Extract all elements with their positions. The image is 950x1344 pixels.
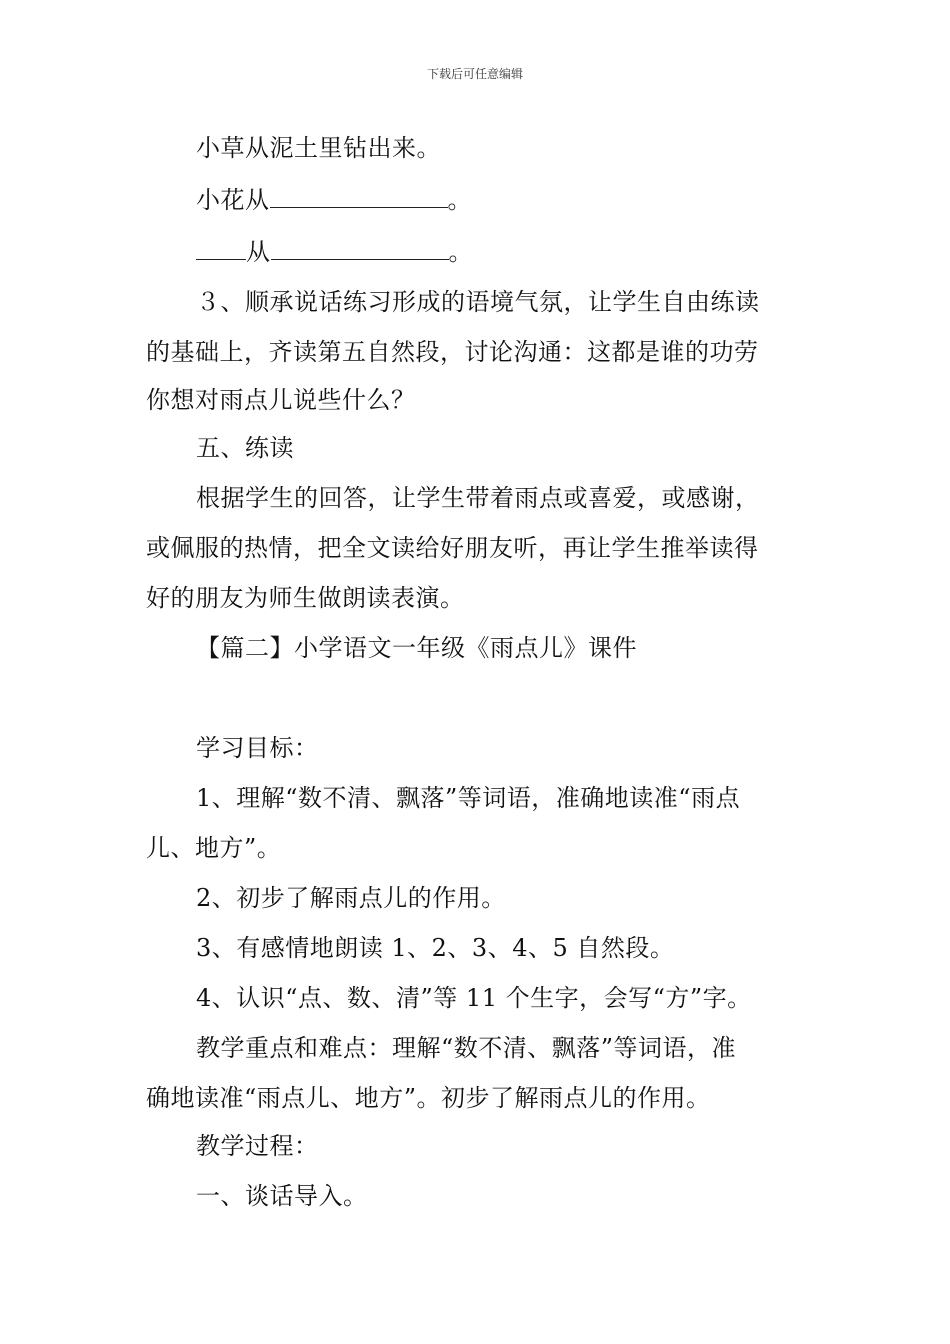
text-line-15: 2、初步了解雨点儿的作用。 <box>196 884 506 912</box>
text-line-4: ３、顺承说话练习形成的语境气氛，让学生自由练读 <box>196 288 760 316</box>
fill-prefix: 从 <box>246 238 271 266</box>
fill-blank <box>196 239 246 260</box>
chapter-title: 【篇二】小学语文一年级《雨点儿》课件 <box>196 634 637 662</box>
text-line-1: 小草从泥土里钻出来。 <box>196 134 441 162</box>
text-line-21: 一、谈话导入。 <box>196 1182 368 1210</box>
text-line-17: 4、认识“点、数、清”等 11 个生字，会写“方”字。 <box>196 984 752 1012</box>
fill-prefix: 小花从 <box>196 186 270 214</box>
text-line-13: 1、理解“数不清、飘落”等词语，准确地读准“雨点 <box>196 784 741 812</box>
text-line-3 <box>196 236 473 268</box>
fill-blank <box>270 187 448 208</box>
text-line-18: 教学重点和难点：理解“数不清、飘落”等词语，准 <box>196 1034 737 1062</box>
text-line-6: 你想对雨点儿说些什么？ <box>146 386 416 414</box>
section-heading-process: 教学过程： <box>196 1132 319 1160</box>
text-line-8: 根据学生的回答，让学生带着雨点或喜爱，或感谢， <box>196 484 760 512</box>
text-line-14: 儿、地方”。 <box>146 834 282 862</box>
text-line-19: 确地读准“雨点儿、地方”。初步了解雨点儿的作用。 <box>146 1084 711 1112</box>
fill-suffix: 。 <box>448 238 473 266</box>
text-line-9: 或佩服的热情，把全文读给好朋友听，再让学生推举读得 <box>146 534 759 562</box>
text-line-16: 3、有感情地朗读 1、2、3、4、5 自然段。 <box>196 934 675 962</box>
fill-suffix: 。 <box>447 186 472 214</box>
page-header: 下载后可任意编辑 <box>426 67 523 81</box>
text-line-5: 的基础上，齐读第五自然段，讨论沟通：这都是谁的功劳 <box>146 338 759 366</box>
text-line-10: 好的朋友为师生做朗读表演。 <box>146 584 465 612</box>
section-heading-practice: 五、练读 <box>196 434 294 462</box>
text-line-2 <box>196 184 472 216</box>
fill-blank <box>271 239 449 260</box>
section-heading-goals: 学习目标： <box>196 734 319 762</box>
